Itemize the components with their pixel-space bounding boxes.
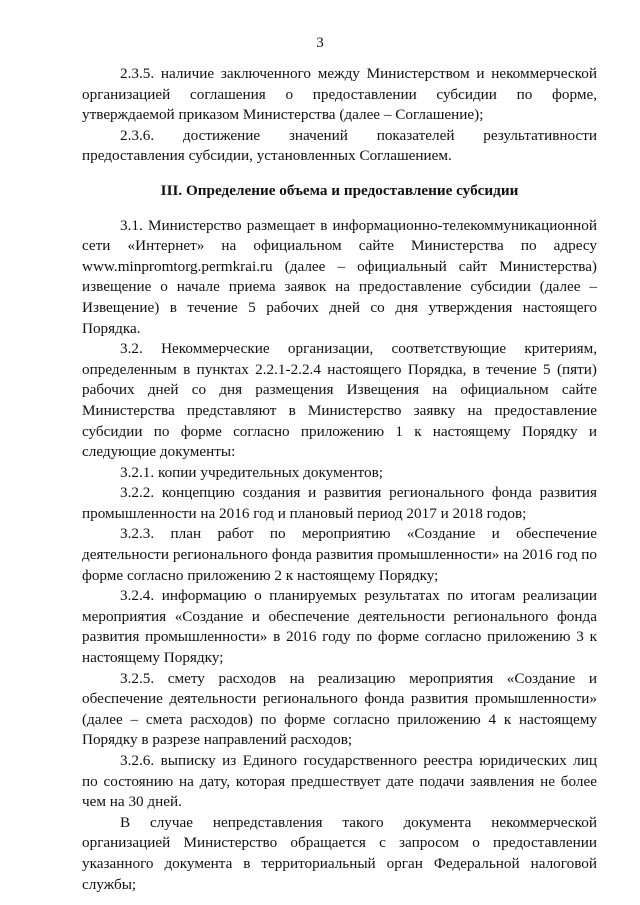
paragraph-3-2-1: 3.2.1. копии учредительных документов;	[120, 463, 383, 481]
paragraph-3-2-6-note: В случае непредставления такого документа некоммерческой организацией Министерство обращается с запросом о предоставлении указанного документа в территориальный орган Федеральной налоговой службы;	[82, 813, 597, 893]
paragraph-3-2: 3.2. Некоммерческие организации, соответствующие критериям, определенным в пунктах 2.2.1-2.2.4 настоящего Порядка, в течение 5 (пяти) рабочих дней со дня размещения Извещения на официальном сайте Министерства представляют в Министерство заявку на предоставление субсидии по форме согласно приложению 1 к настоящему Порядку и следующие документы:	[82, 340, 597, 461]
paragraph-3-1: 3.1. Министерство размещает в информационно-телекоммуникационной сети «Интернет» на официальном сайте Министерства по адресу www.minpromtorg.permkrai.ru (далее – официальный сайт Министерства) извещение о начале приема заявок на предоставление субсидии (далее – Извещение) в течение 5 рабочих дней со дня утверждения настоящего Порядка.	[82, 216, 597, 337]
paragraph-2-3-6: 2.3.6. достижение значений показателей результативности предоставления субсидии, установленных Соглашением.	[82, 126, 597, 165]
paragraph-3-2-2: 3.2.2. концепцию создания и развития регионального фонда развития промышленности на 2016 год и плановый период 2017 и 2018 годов;	[82, 484, 597, 522]
page-number: 3	[316, 35, 324, 51]
paragraph-3-2-3: 3.2.3. план работ по мероприятию «Создание и обеспечение деятельности регионального фонда развития промышленности» на 2016 год по форме согласно приложению 2 к настоящему Порядку;	[82, 525, 597, 584]
paragraph-2-3-5: 2.3.5. наличие заключенного между Министерством и некоммерческой организацией соглашения о предоставлении субсидии по форме, утверждаемой приказом Министерства (далее – Соглашение);	[82, 65, 597, 124]
section-heading: III. Определение объема и предоставление субсидии	[160, 181, 519, 199]
paragraph-3-2-5: 3.2.5. смету расходов на реализацию мероприятия «Создание и обеспечение деятельности регионального фонда развития промышленности» (далее – смета расходов) по форме согласно приложению 4 к настоящему Порядку в разрезе направлений расходов;	[82, 669, 597, 749]
paragraph-3-2-6: 3.2.6. выписку из Единого государственного реестра юридических лиц по состоянию на дату, которая предшествует дате подачи заявления не более чем на 30 дней.	[82, 752, 597, 811]
document-body	[82, 64, 597, 895]
paragraph-3-2-4: 3.2.4. информацию о планируемых результатах по итогам реализации мероприятия «Создание и обеспечение деятельности регионального фонда развития промышленности» в 2016 году по форме согласно приложению 3 к настоящему Порядку;	[82, 587, 597, 667]
